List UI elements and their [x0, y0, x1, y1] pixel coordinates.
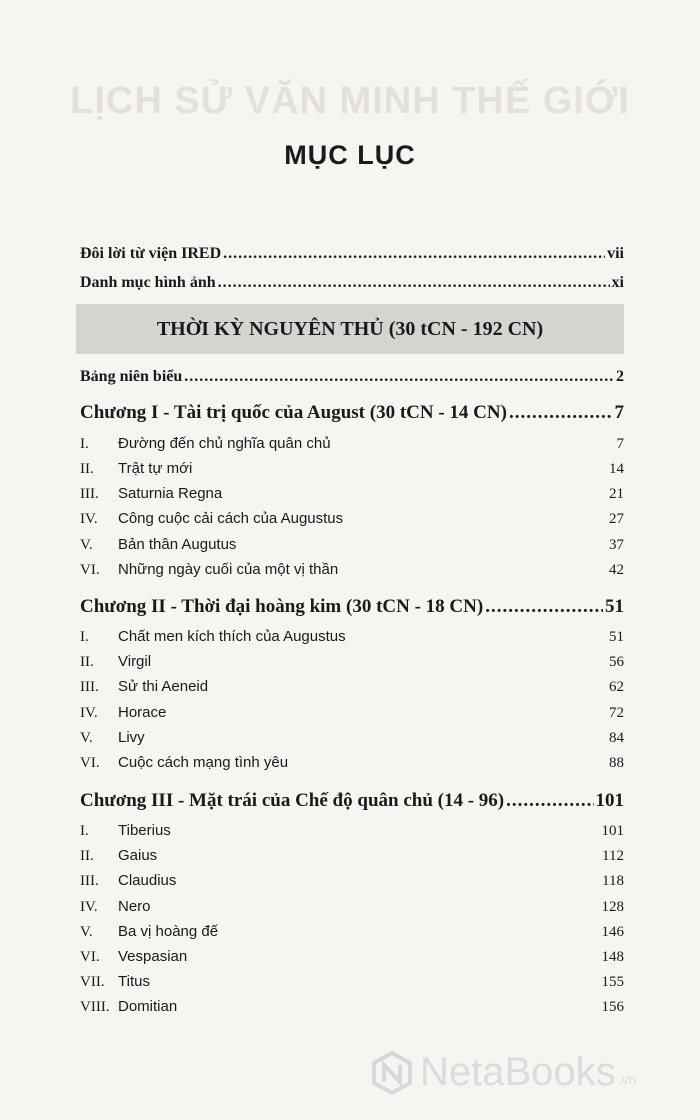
- toc-section[interactable]: [80, 847, 624, 865]
- toc-entry-illustrations[interactable]: [80, 274, 624, 292]
- section-number: I.: [80, 436, 89, 452]
- toc-section[interactable]: [80, 536, 624, 554]
- section-number: I.: [80, 823, 89, 839]
- section-title: Claudius: [118, 872, 177, 889]
- section-page: 27: [609, 511, 624, 527]
- section-number: II.: [80, 848, 94, 864]
- section-page: 7: [616, 436, 624, 452]
- bleed-through-title: LỊCH SỬ VĂN MINH THẾ GIỚI: [70, 80, 630, 122]
- section-number: III.: [80, 873, 99, 889]
- toc-section[interactable]: [80, 872, 624, 890]
- entry-label: Danh mục hình ảnh: [80, 274, 216, 291]
- section-page: 155: [601, 974, 624, 990]
- toc-section[interactable]: [80, 510, 624, 528]
- leader-dots: [506, 790, 593, 812]
- chapter-page: 101: [595, 790, 624, 811]
- toc-chapter-3[interactable]: [80, 790, 624, 812]
- section-page: 128: [601, 899, 624, 915]
- watermark-suffix: .vn: [617, 1071, 637, 1087]
- section-title: Sử thi Aeneid: [118, 678, 209, 695]
- section-number: III.: [80, 679, 99, 695]
- section-number: IV.: [80, 899, 98, 915]
- section-title: Công cuộc cải cách của Augustus: [118, 510, 344, 527]
- page-title: MỤC LỤC: [284, 140, 416, 170]
- section-number: VI.: [80, 562, 100, 578]
- section-number: V.: [80, 730, 93, 746]
- section-title: Bản thân Augutus: [118, 536, 237, 553]
- section-page: 148: [601, 949, 624, 965]
- section-number: I.: [80, 629, 89, 645]
- toc-entry-chronology[interactable]: [80, 368, 624, 386]
- chapter-page: 7: [614, 402, 624, 423]
- section-page: 56: [609, 654, 624, 670]
- section-page: 156: [601, 999, 624, 1015]
- section-page: 14: [609, 461, 624, 477]
- toc-section[interactable]: [80, 973, 624, 991]
- entry-label: Bảng niên biểu: [80, 368, 183, 385]
- section-page: 112: [602, 848, 624, 864]
- section-number: II.: [80, 461, 94, 477]
- section-number: II.: [80, 654, 94, 670]
- toc-section[interactable]: [80, 435, 624, 453]
- chapter-title: Chương III - Mặt trái của Chế độ quân chủ (14 - 96): [80, 790, 505, 811]
- toc-section[interactable]: [80, 754, 624, 772]
- section-page: 88: [609, 755, 624, 771]
- leader-dots: [485, 596, 603, 618]
- section-title: Saturnia Regna: [118, 485, 223, 502]
- section-page: 72: [609, 705, 624, 721]
- toc-section[interactable]: [80, 628, 624, 646]
- section-page: 42: [609, 562, 624, 578]
- section-title: Titus: [118, 973, 150, 990]
- section-page: 21: [609, 486, 624, 502]
- entry-page: xi: [611, 274, 624, 291]
- section-number: V.: [80, 537, 93, 553]
- section-title: Ba vị hoàng đế: [118, 923, 219, 940]
- section-page: 146: [601, 924, 624, 940]
- section-title: Cuộc cách mạng tình yêu: [118, 754, 289, 771]
- chapter-page: 51: [605, 596, 624, 617]
- watermark-brand: NetaBooks: [420, 1050, 616, 1094]
- section-title: Những ngày cuối của một vị thần: [118, 561, 339, 578]
- section-title: Domitian: [118, 998, 178, 1015]
- toc-entry-foreword[interactable]: [80, 245, 624, 263]
- toc-section[interactable]: [80, 704, 624, 722]
- section-number: VI.: [80, 755, 100, 771]
- section-page: 51: [609, 629, 624, 645]
- toc-chapter-1[interactable]: [80, 402, 624, 424]
- section-page: 37: [609, 537, 624, 553]
- leader-dots: [509, 402, 613, 424]
- leader-dots: [218, 274, 610, 292]
- entry-page: 2: [616, 368, 624, 385]
- leader-dots: [223, 245, 605, 263]
- toc-section[interactable]: [80, 822, 624, 840]
- section-number: III.: [80, 486, 99, 502]
- toc-section[interactable]: [80, 998, 624, 1016]
- entry-page: vii: [607, 245, 624, 262]
- section-number: IV.: [80, 511, 98, 527]
- section-number: VI.: [80, 949, 100, 965]
- section-page: 118: [602, 873, 624, 889]
- section-page: 84: [609, 730, 624, 746]
- section-number: IV.: [80, 705, 98, 721]
- section-number: VII.: [80, 974, 105, 990]
- section-number: V.: [80, 924, 93, 940]
- toc-section[interactable]: [80, 898, 624, 916]
- section-title: Horace: [118, 704, 167, 721]
- section-title: Đường đến chủ nghĩa quân chủ: [118, 435, 331, 452]
- toc-section[interactable]: [80, 485, 624, 503]
- netabooks-watermark: [372, 1050, 636, 1095]
- toc-section[interactable]: [80, 923, 624, 941]
- toc-section[interactable]: [80, 948, 624, 966]
- section-page: 101: [601, 823, 624, 839]
- toc-section[interactable]: [80, 678, 624, 696]
- section-title: Vespasian: [118, 948, 188, 965]
- netabooks-logo-icon: [372, 1051, 412, 1095]
- section-title: Virgil: [118, 653, 152, 670]
- toc-section[interactable]: [80, 561, 624, 579]
- section-title: Livy: [118, 729, 145, 746]
- section-page: 62: [609, 679, 624, 695]
- toc-section[interactable]: [80, 460, 624, 478]
- chapter-title: Chương II - Thời đại hoàng kim (30 tCN - 18 CN): [80, 596, 484, 617]
- toc-section[interactable]: [80, 653, 624, 671]
- section-title: Chất men kích thích của Augustus: [118, 628, 346, 645]
- section-title: Trật tự mới: [118, 460, 193, 477]
- toc-chapter-2[interactable]: [80, 596, 624, 618]
- toc-section[interactable]: [80, 729, 624, 747]
- section-number: VIII.: [80, 999, 110, 1015]
- section-title: Tiberius: [118, 822, 171, 839]
- chapter-title: Chương I - Tài trị quốc của August (30 tCN - 14 CN): [80, 402, 507, 423]
- entry-label: Đôi lời từ viện IRED: [80, 245, 222, 262]
- section-title: Nero: [118, 898, 151, 915]
- part-heading: [76, 304, 624, 354]
- leader-dots: [184, 368, 614, 386]
- part-title: THỜI KỲ NGUYÊN THỦ (30 tCN - 192 CN): [156, 317, 544, 340]
- section-title: Gaius: [118, 847, 158, 864]
